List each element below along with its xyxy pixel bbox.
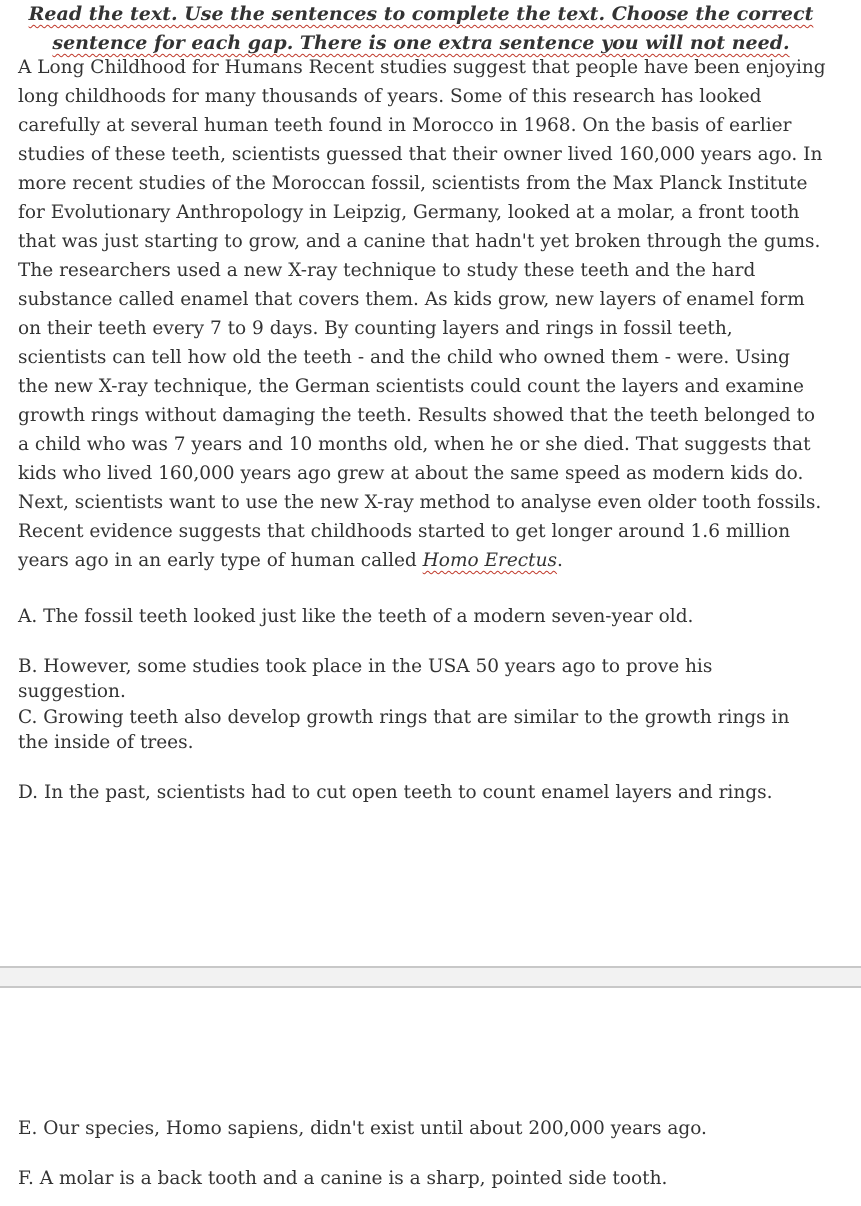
option-text: Growing teeth also develop growth rings that are similar to the growth rings in the inside of trees. <box>18 707 790 753</box>
option-letter: B. <box>18 656 38 677</box>
option-letter: D. <box>18 782 39 803</box>
option-letter: F. <box>18 1168 34 1189</box>
option-text: In the past, scientists had to cut open teeth to count enamel layers and rings. <box>43 782 773 803</box>
passage-body: Recent studies suggest that people have been enjoying long childhoods for many thousands of years. Some of this research has looked carefully at several human teeth found in Morocco in 1968. On the basis of earlier studies of these teeth, scientists guessed that their owner lived 160,000 years ago. In more recent studies of the Moroccan fossil, scientists from the Max Planck Institute for Evolutionary Anthropology in Leipzig, Germany, looked at a molar, a front tooth that was just starting to grow, and a canine that hadn't yet broken through the gums. The researchers used a new X-ray technique to study these teeth and the hard substance called enamel that covers them. As kids grow, new layers of enamel form on their teeth every 7 to 9 days. By counting layers and rings in fossil teeth, scientists can tell how old the teeth - and the child who owned them - were. Using the new X-ray technique, the German scientists could count the layers and examine growth rings without damaging the teeth. Results showed that the teeth belonged to a child who was 7 years and 10 months old, when he or she died. That suggests that kids who lived 160,000 years ago grew at about the same speed as modern kids do. Next, scientists want to use the new X-ray method to analyse even older tooth fossils. Recent evidence suggests that childhoods started to get longer around 1.6 million years ago in an early type of human called <box>18 57 826 571</box>
option-text: The fossil teeth looked just like the teeth of a modern seven-year old. <box>43 606 694 627</box>
species-name: Homo Erectus <box>422 550 558 571</box>
passage-end-punct: . <box>557 550 563 571</box>
option-b <box>18 654 818 704</box>
page-break-divider <box>0 966 861 988</box>
option-text: However, some studies took place in the USA 50 years ago to prove his suggestion. <box>18 656 713 702</box>
option-text: A molar is a back tooth and a canine is a sharp, pointed side tooth. <box>39 1168 668 1189</box>
passage-title: A Long Childhood for Humans <box>18 57 303 78</box>
option-c <box>18 705 818 755</box>
option-letter: C. <box>18 707 38 728</box>
reading-passage <box>18 53 826 575</box>
option-a <box>18 604 818 629</box>
option-text: Our species, Homo sapiens, didn't exist until about 200,000 years ago. <box>43 1118 707 1139</box>
option-letter: A. <box>18 606 38 627</box>
option-letter: E. <box>18 1118 38 1139</box>
option-e <box>18 1116 818 1141</box>
option-d <box>18 780 818 805</box>
option-f <box>18 1166 818 1191</box>
instructions-heading: Read the text. Use the sentences to complete the text. Choose the correct sentence for each gap. There is one extra sentence you will not need. <box>28 3 814 54</box>
